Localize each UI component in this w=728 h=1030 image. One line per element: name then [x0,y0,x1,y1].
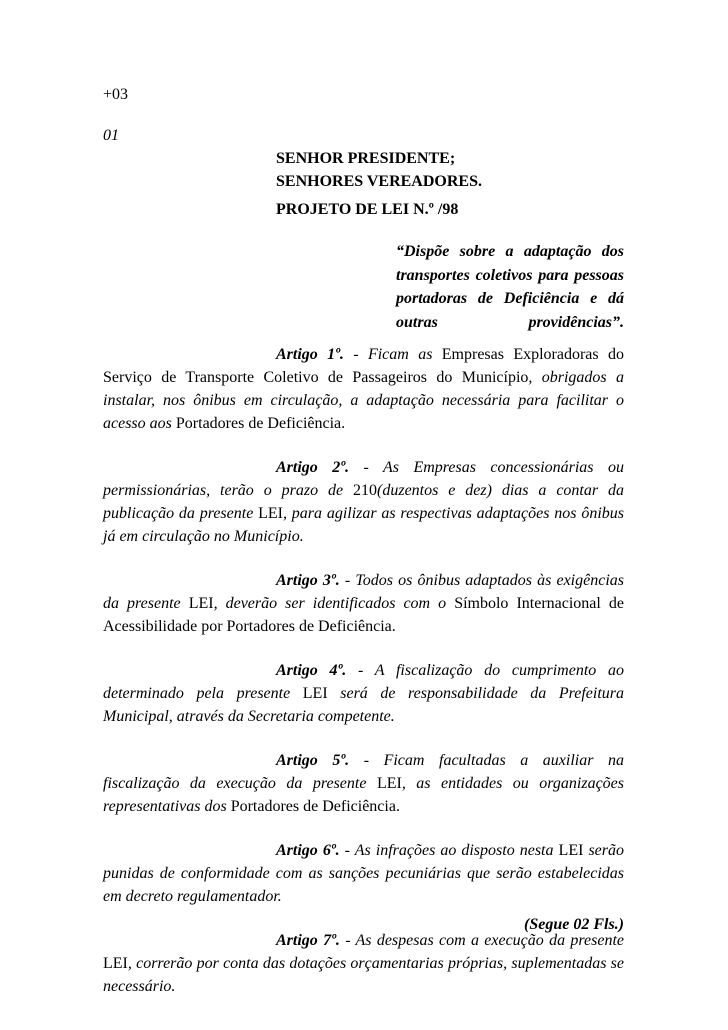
article-1: Artigo 1º. - Ficam as Empresas Exploradoras do Serviço de Transporte Coletivo de Passageiros do Município, obrigados a instalar, nos ônibus em circulação, a adaptação necessária para facilitar o acesso aos Portadores de Deficiência. [103,346,624,432]
article-heading: Artigo 6º. [276,842,340,859]
article-heading: Artigo 1º. [276,346,344,363]
article-4: Artigo 4º. - A fiscalização do cumprimento ao determinado pela presente LEI será de responsabilidade da Prefeitura Municipal, através da Secretaria competente. [103,662,625,725]
article-3: Artigo 3º. - Todos os ônibus adaptados às exigências da presente LEI, deverão ser identificados com o Símbolo Internacional de Acessibilidade por Portadores de Deficiência. [103,572,624,635]
article-2: Artigo 2º. - As Empresas concessionárias ou permissionárias, terão o prazo de 210(duzentos e dez) dias a contar da publicação da presente LEI, para agilizar as respectivas adaptações nos ônibus já em circulação no Município. [103,459,625,545]
page-number: 01 [103,127,119,144]
article-5: Artigo 5º. - Ficam facultadas a auxiliar na fiscalização da execução da presente LEI, as entidades ou organizações representativas dos Portadores de Deficiência. [103,752,624,815]
article-heading: Artigo 2º. [276,459,350,476]
bill-summary: “Dispõe sobre a adaptação dos transportes coletivos para pessoas portadoras de Deficiência e dá outras providências”. [396,243,624,331]
salutation-line-2: SENHORES VEREADORES. [276,173,482,190]
salutation-line-1: SENHOR PRESIDENTE; [276,150,456,167]
article-6: Artigo 6º. - As infrações ao disposto nesta LEI serão punidas de conformidade com as sanções pecuniárias que serão estabelecidas em decreto regulamentador. [103,842,625,905]
article-heading: Artigo 3º. [276,572,340,589]
article-7: Artigo 7º. - As despesas com a execução da presente LEI, correrão por conta das dotações orçamentarias próprias, suplementadas se necessário. [103,932,624,995]
document-code: +03 [103,86,129,103]
continuation-note: (Segue 02 Fls.) [524,916,624,933]
bill-title: PROJETO DE LEI N.º /98 [276,201,459,218]
salutation [276,147,482,193]
article-heading: Artigo 4º. [276,662,347,679]
article-heading: Artigo 5º. [276,752,350,769]
article-heading: Artigo 7º. [276,932,340,949]
